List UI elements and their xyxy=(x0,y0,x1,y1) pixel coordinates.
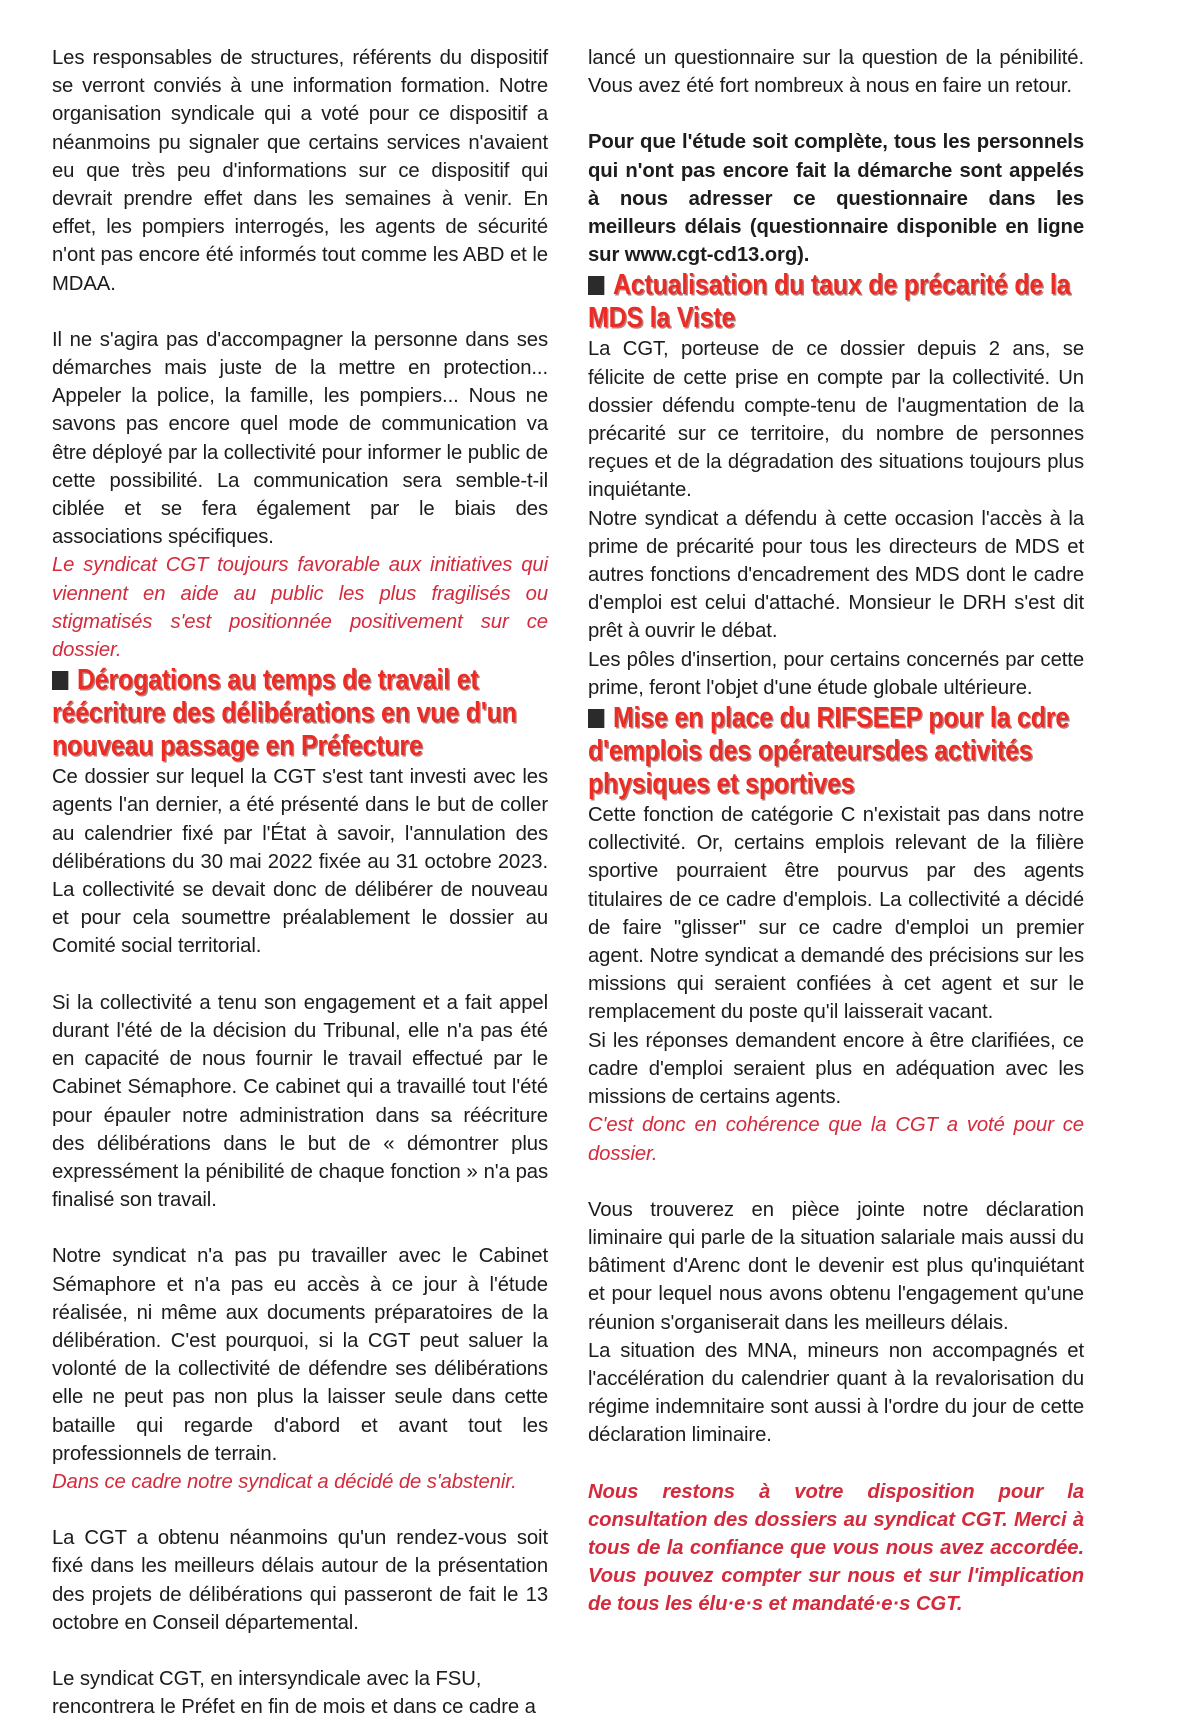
right-column xyxy=(588,44,1084,1676)
two-column-layout xyxy=(52,44,1148,1719)
paragraph-syndicat-acces-etude: Notre syndicat n'a pas pu travailler avec le Cabinet Sémaphore et n'a pas eu accès à ce jour à l'étude réalisée, ni même aux documents préparatoires de la délibération. C'est pourquoi, si la CGT peut saluer la volonté de la collectivité de défendre ses délibérations elle ne peut pas non plus la laisser seule dans cette bataille qui regarde d'abord et avant tout les professionnels de terrain. xyxy=(52,1245,548,1465)
section-heading-rifseep-label: Mise en place du RIFSEEP pour la cdre d'emplois des opérateursdes activités physiques et sportives xyxy=(588,702,1070,801)
paragraph-declaration-liminaire-arenc: Vous trouverez en pièce jointe notre déclaration liminaire qui parle de la situation salariale mais aussi du bâtiment d'Arenc dont le devenir est plus qu'inquiétant et pour lequel nous avons obtenu l'engagement qu'une réunion s'organiserait dans les meilleurs délais. xyxy=(588,1198,1084,1334)
paragraph-comment-coherence-vote: C'est donc en cohérence que la CGT a voté pour ce dossier. xyxy=(588,1114,1084,1165)
square-bullet-icon xyxy=(588,709,604,728)
paragraph-categorie-c-filiere-sportive: Cette fonction de catégorie C n'existait pas dans notre collectivité. Or, certains emplois relevant de la filière sportive pourraient être pourvus par des agents titulaires de ce cadre d'emplois. La collectivité a décidé de faire "glisser" sur ce cadre d'emploi un premier agent. Notre syndicat a demandé des précisions sur les missions qui seraient confiées à cet agent et sur le remplacement du poste qu'il laisserait vacant. xyxy=(588,804,1084,1024)
paragraph-closing-disposition-cgt: Nous restons à votre disposition pour la consultation des dossiers au syndicat CGT. Merci à tous de la confiance que vous nous avez accordée. Vous pouvez compter sur nous et sur l'implication de tous les élu·e·s et mandaté·e·s CGT. xyxy=(588,1480,1084,1616)
paragraph-rendez-vous-conseil: La CGT a obtenu néanmoins qu'un rendez-vous soit fixé dans les meilleurs délais autour de la présentation des projets de délibérations qui passeront de fait le 13 octobre en Conseil départemental. xyxy=(52,1527,548,1634)
section-heading-derogations xyxy=(52,664,547,763)
paragraph-comment-syndicat-cgt: Le syndicat CGT toujours favorable aux initiatives qui viennent en aide au public les plus fragilisés ou stigmatisés s'est positionnée positivement sur ce dossier. xyxy=(52,554,548,662)
paragraph-cabinet-semaphore: Si la collectivité a tenu son engagement et a fait appel durant l'été de la décision du Tribunal, elle n'a pas été en capacité de nous fournir le travail effectué par le Cabinet Sémaphore. Ce cabinet qui a travaillé tout l'été pour épauler notre administration dans sa réécriture des délibérations dans le but de « démontrer plus expressément la pénibilité de chaque fonction » n'a pas finalisé son travail. xyxy=(52,991,548,1212)
section-heading-precarite-mds-la-viste xyxy=(588,269,1083,335)
paragraph-reponses-clarifiees: Si les réponses demandent encore à être clarifiées, ce cadre d'emploi seraient plus en adéquation avec les missions de certains agents. xyxy=(588,1029,1084,1109)
paragraph-prime-precarite-directeurs: Notre syndicat a défendu à cette occasion l'accès à la prime de précarité pour tous les directeurs de MDS et autres fonctions d'encadrement des MDS dont le cadre d'emploi est celui d'attaché. Monsieur le DRH s'est dit prêt à ouvrir le débat. xyxy=(588,507,1084,643)
paragraph-accompagnement: Il ne s'agira pas d'accompagner la personne dans ses démarches mais juste de la mettre en protection... Appeler la police, la famille, les pompiers... Nous ne savons pas encore quel mode de communication va être déployé par la collectivité pour informer le public de cette possibilité. La communication sera semble-t-il ciblée et se fera également par le biais des associations spécifiques. xyxy=(52,328,548,549)
square-bullet-icon xyxy=(52,671,68,690)
left-column xyxy=(52,44,548,1719)
paragraph-cgt-porteuse-dossier: La CGT, porteuse de ce dossier depuis 2 ans, se félicite de cette prise en compte par la collectivité. Un dossier défendu compte-tenu de l'augmentation de la précarité sur ce territoire, du nombre de personnes reçues et de la dégradation des situations toujours plus inquiétante. xyxy=(588,338,1084,502)
section-heading-precarite-label: Actualisation du taux de précarité de la MDS la Viste xyxy=(588,269,1071,335)
section-heading-derogations-label: Dérogations au temps de travail et réécriture des délibérations en vue d'un nouveau passage en Préfecture xyxy=(52,664,517,763)
square-bullet-icon xyxy=(588,276,604,295)
paragraph-appel-questionnaire: Pour que l'étude soit complète, tous les personnels qui n'ont pas encore fait la démarche sont appelés à nous adresser ce questionnaire dans les meilleurs délais (questionnaire disponible en ligne sur www.cgt-cd13.org). xyxy=(588,131,1084,267)
section-heading-rifseep xyxy=(588,702,1083,801)
paragraph-intersyndicale-fsu: Le syndicat CGT, en intersyndicale avec la FSU, rencontrera le Préfet en fin de mois et dans ce cadre a xyxy=(52,1667,536,1719)
paragraph-poles-insertion: Les pôles d'insertion, pour certains concernés par cette prime, feront l'objet d'une étude globale ultérieure. xyxy=(588,648,1084,699)
paragraph-dossier-calendrier: Ce dossier sur lequel la CGT s'est tant investi avec les agents l'an dernier, a été présenté dans le but de coller au calendrier fixé par l'État à savoir, l'annulation des délibérations du 30 mai 2022 fixée au 31 octobre 2023. La collectivité se devait donc de délibérer de nouveau et pour cela soumettre préalablement le dossier au Comité social territorial. xyxy=(52,766,548,958)
paragraph-intro-dispositif: Les responsables de structures, référents du dispositif se verront conviés à une information formation. Notre organisation syndicale qui a voté pour ce dispositif a néanmoins pu signaler que certains services n'avaient eu que très peu d'informations sur ce dispositif qui devrait prendre effet dans les semaines à venir. En effet, les pompiers interrogés, les agents de sécurité n'ont pas encore été informés tout comme les ABD et le MDAA. xyxy=(52,47,548,295)
paragraph-situation-mna: La situation des MNA, mineurs non accompagnés et l'accélération du calendrier quant à la revalorisation du régime indemnitaire sont aussi à l'ordre du jour de cette déclaration liminaire. xyxy=(588,1339,1084,1447)
paragraph-comment-abstention: Dans ce cadre notre syndicat a décidé de s'abstenir. xyxy=(52,1470,517,1493)
paragraph-questionnaire-penibilite: lancé un questionnaire sur la question de la pénibilité. Vous avez été fort nombreux à nous en faire un retour. xyxy=(588,47,1084,98)
